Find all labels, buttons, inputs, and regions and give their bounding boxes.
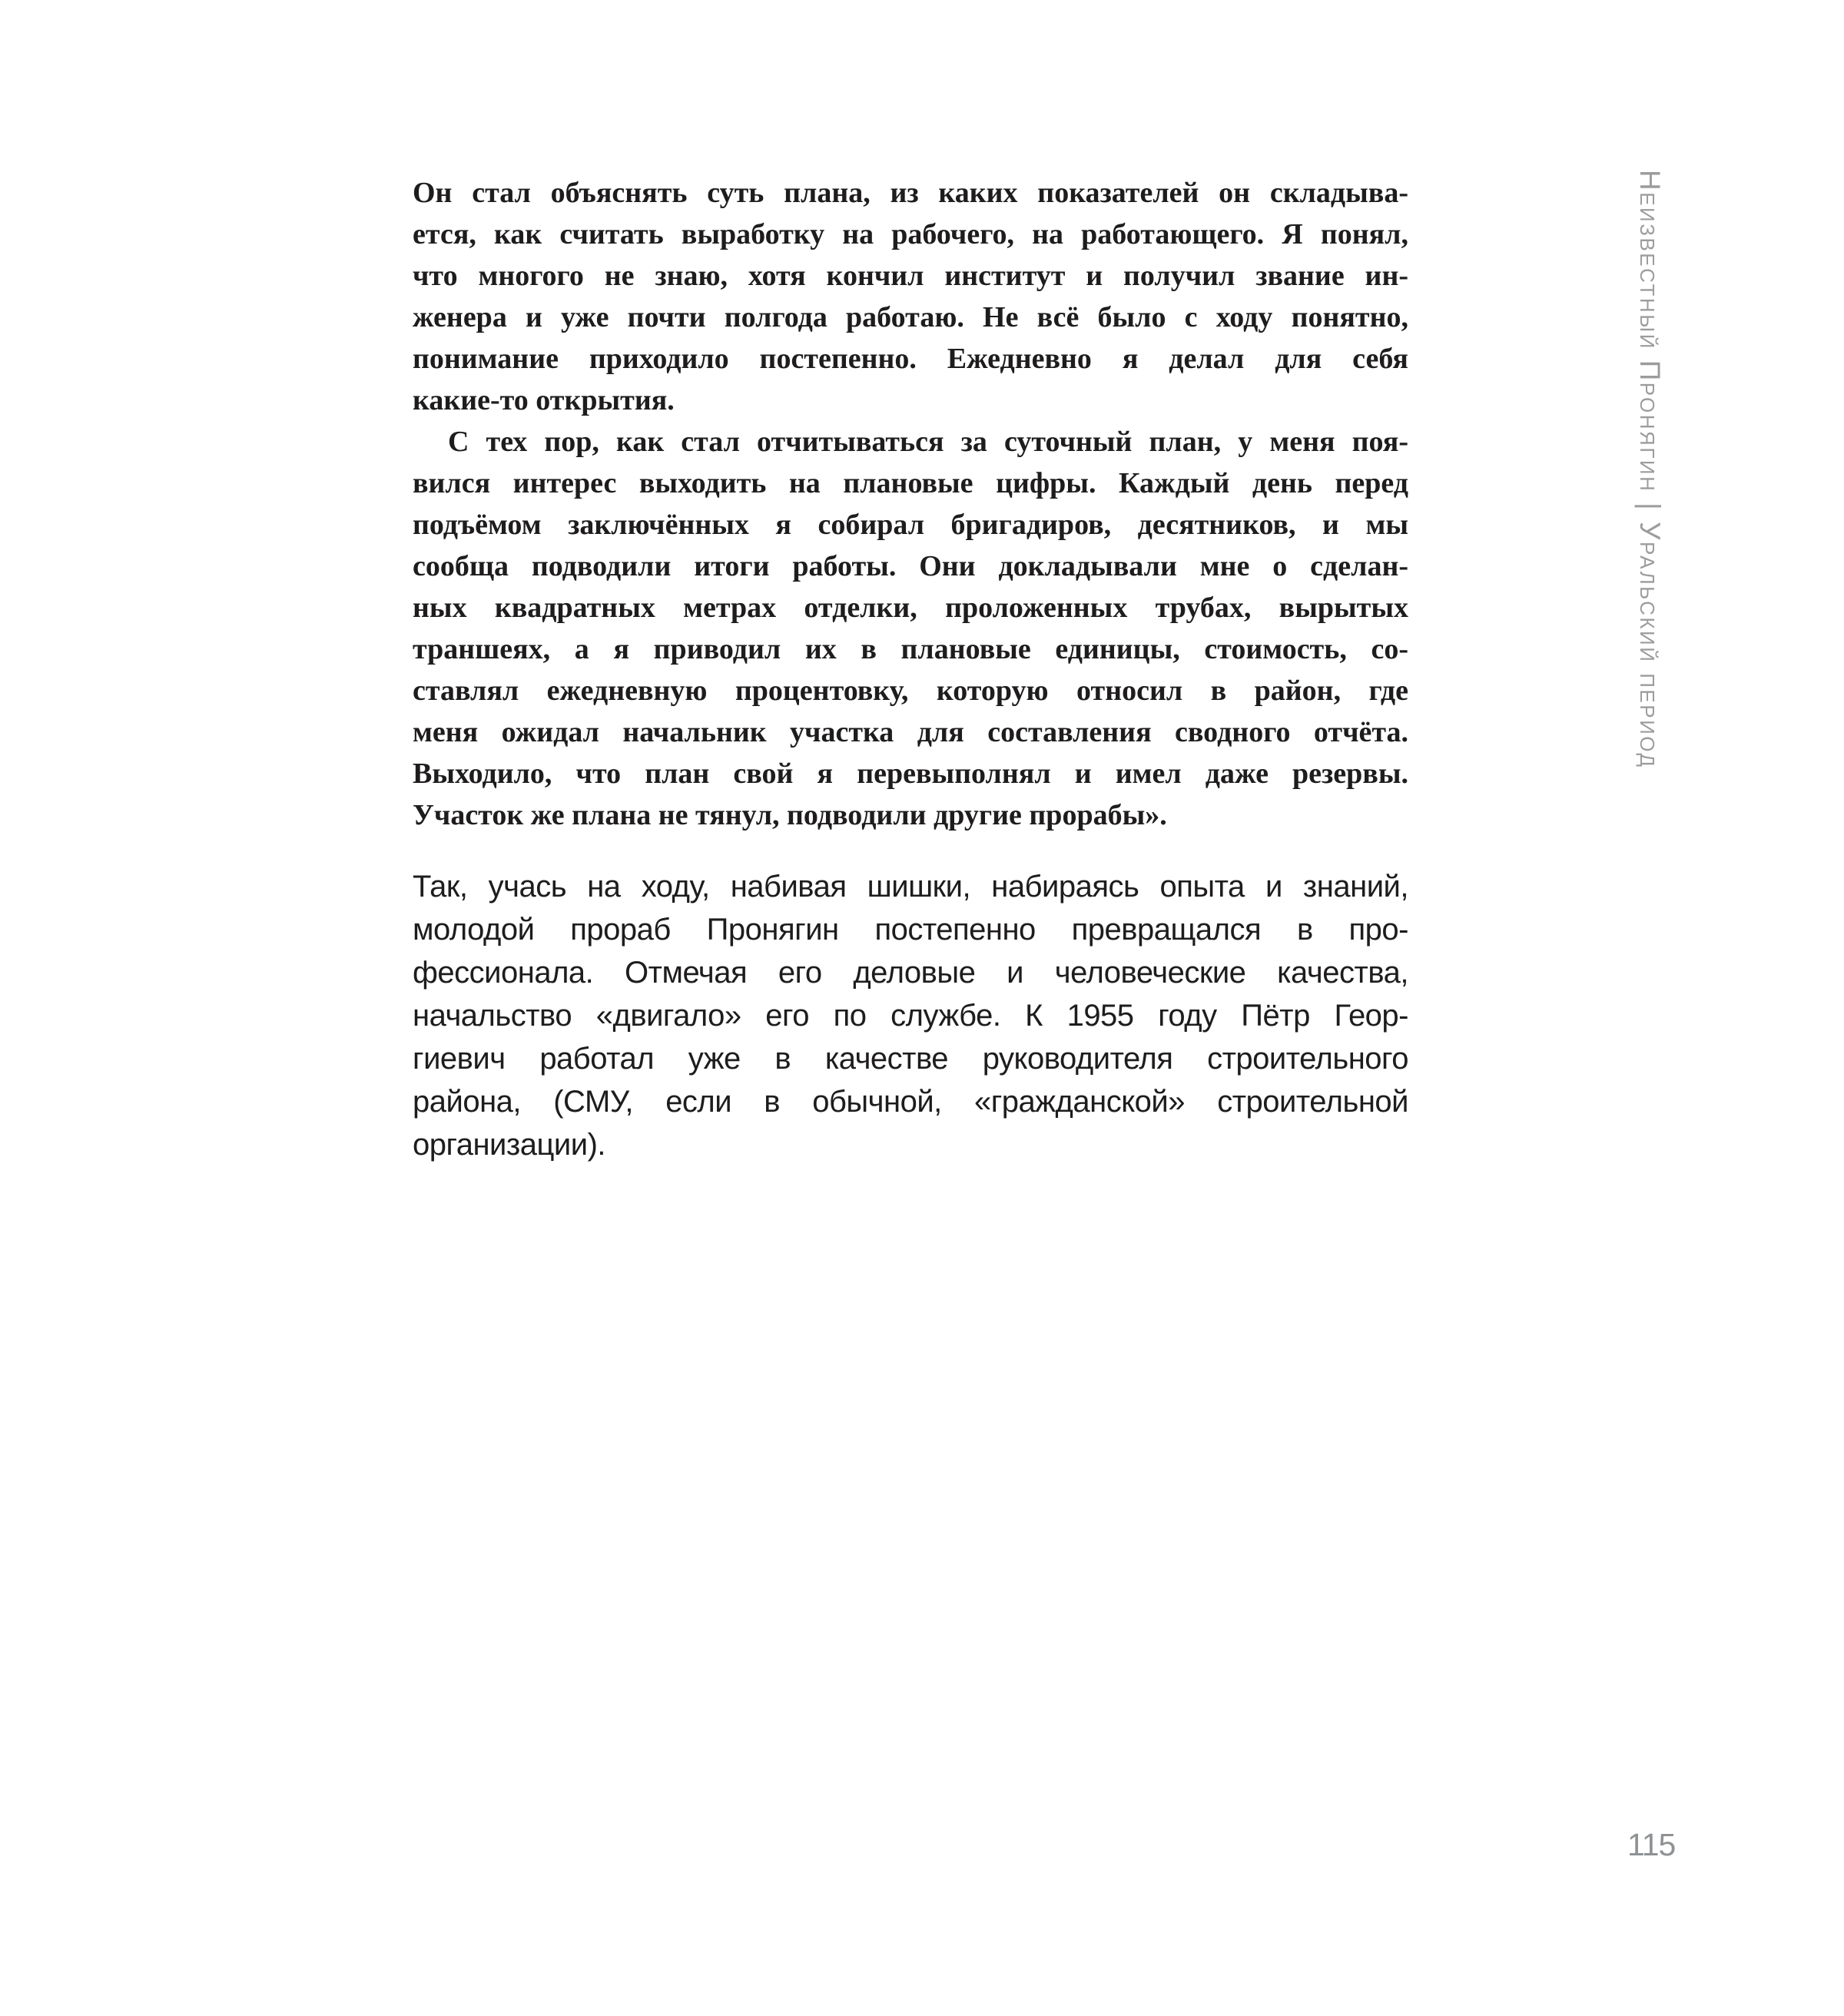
text-line: гиевич работал уже в качестве руководителя строительного <box>413 1042 1408 1076</box>
text-line: меня ожидал начальник участка для составления сводного отчёта. <box>413 716 1408 748</box>
text-line: что многого не знаю, хотя кончил институт и получил звание ин- <box>413 260 1408 292</box>
text-line: траншеях, а я приводил их в плановые единицы, стоимость, со- <box>413 633 1408 665</box>
text-line: начальство «двигало» его по службе. К 1955 году Пётр Геор- <box>413 999 1408 1033</box>
narrative-paragraph <box>413 865 1408 1166</box>
text-line: подъёмом заключённых я собирал бригадиров, десятников, и мы <box>413 509 1408 541</box>
text-line: сообща подводили итоги работы. Они докладывали мне о сделан- <box>413 550 1408 582</box>
text-line: какие-то открытия. <box>413 384 675 416</box>
text-line: Он стал объяснять суть плана, из каких показателей он складыва- <box>413 177 1408 209</box>
text-line: организации). <box>413 1128 605 1162</box>
text-line: фессионала. Отмечая его деловые и человеческие качества, <box>413 956 1408 990</box>
text-line: Так, учась на ходу, набивая шишки, набираясь опыта и знаний, <box>413 870 1408 904</box>
text-line: Выходило, что план свой я перевыполнял и имел даже резервы. <box>413 758 1408 790</box>
text-line: Участок же плана не тянул, подводили другие прорабы». <box>413 799 1167 831</box>
quote-paragraph <box>413 172 1408 836</box>
sidebar-running-title: Неизвестный Пронягин | Уральский период <box>1634 170 1666 769</box>
page-number: 115 <box>1627 1827 1676 1862</box>
text-line: молодой прораб Пронягин постепенно превращался в про- <box>413 913 1408 947</box>
text-line: вился интерес выходить на плановые цифры. Каждый день перед <box>413 467 1408 499</box>
text-line: ется, как считать выработку на рабочего, на работающего. Я понял, <box>413 218 1408 250</box>
text-line: женера и уже почти полгода работаю. Не всё было с ходу понятно, <box>413 301 1408 333</box>
text-line: С тех пор, как стал отчитываться за суточный план, у меня поя- <box>448 426 1408 458</box>
text-line: ставлял ежедневную процентовку, которую относил в район, где <box>413 675 1408 707</box>
text-line: района, (СМУ, если в обычной, «гражданской» строительной <box>413 1085 1408 1119</box>
text-line: ных квадратных метрах отделки, проложенных трубах, вырытых <box>413 592 1408 624</box>
text-line: понимание приходило постепенно. Ежедневно я делал для себя <box>413 343 1408 375</box>
